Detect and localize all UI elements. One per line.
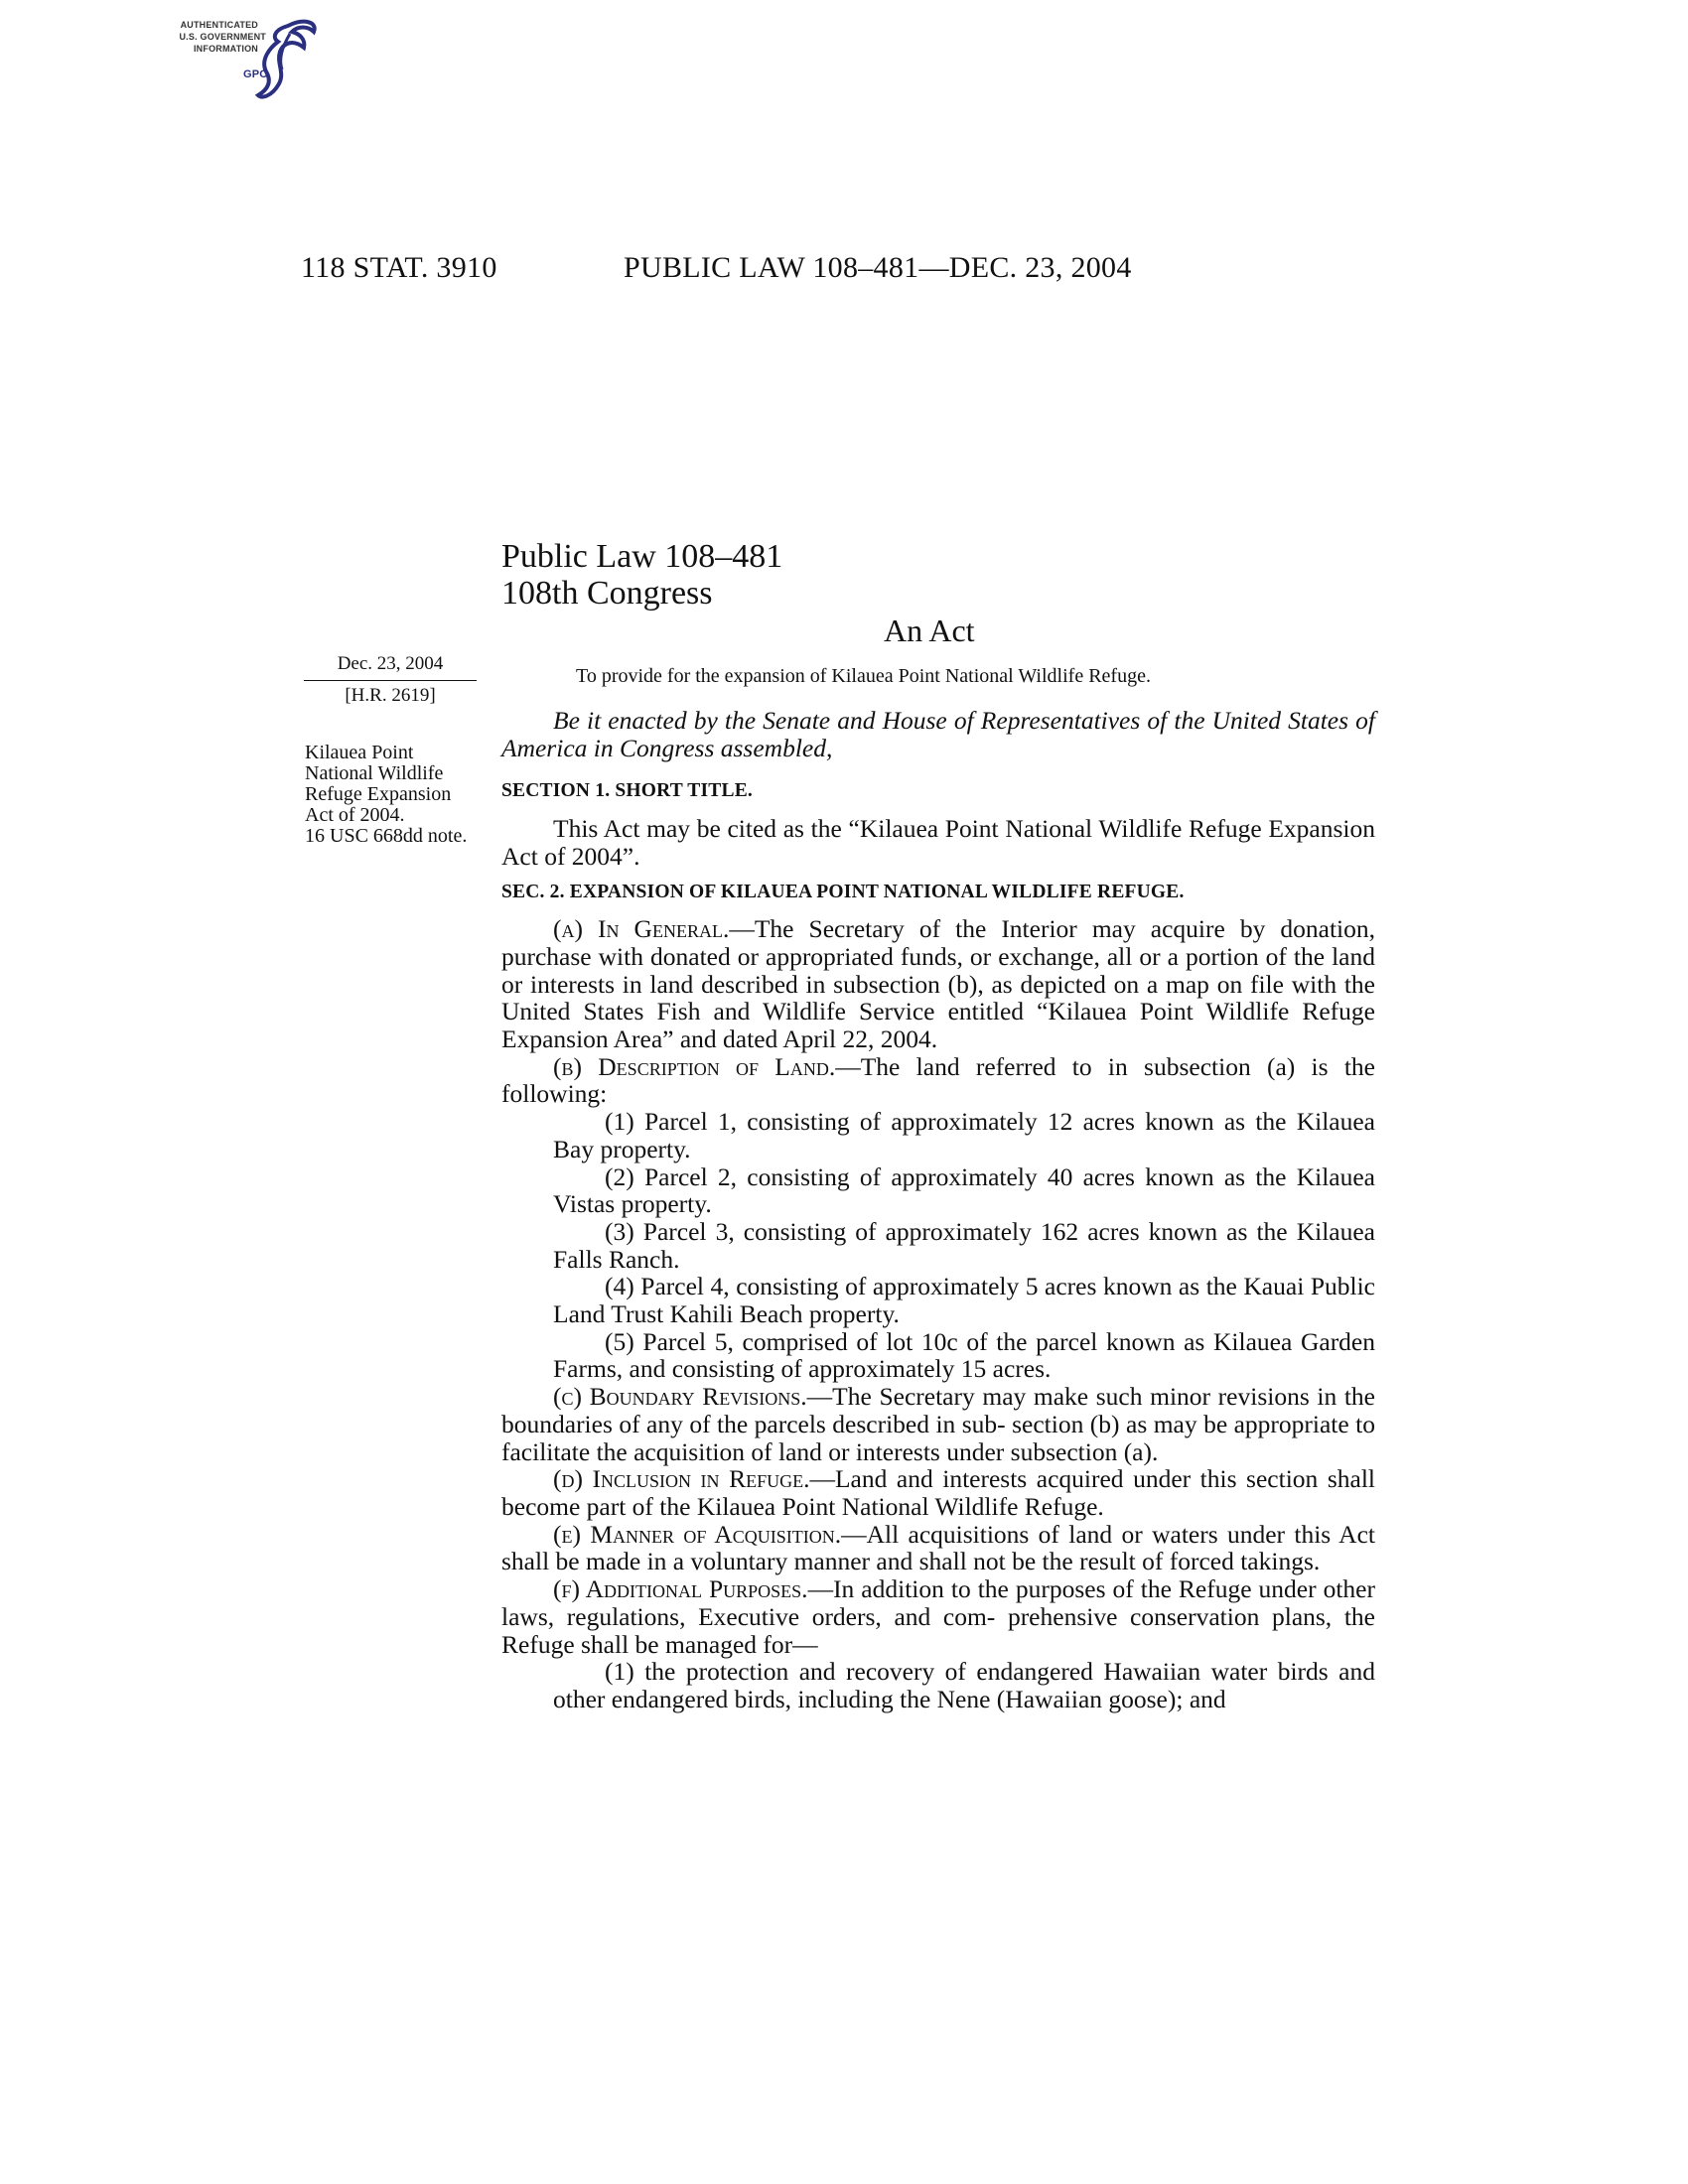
- bill-number: [H.R. 2619]: [345, 685, 436, 706]
- subsection-b-label: (b) Description of Land.: [553, 1051, 836, 1081]
- margin-note-usc: 16 USC 668dd note.: [305, 825, 468, 847]
- paragraph-item: (4) Parcel 4, consisting of approximately 5 acres known as the Kauai Public Land Trust Kahili Beach property.: [553, 1272, 1375, 1329]
- law-body: [501, 707, 1375, 1713]
- subsection-d: [501, 1465, 1375, 1520]
- paragraph-item: (3) Parcel 3, consisting of approximately 162 acres known as the Kilauea Falls Ranch.: [553, 1216, 1375, 1274]
- subsection-b-text: —The land referred to in subsection (a) is the following:: [501, 1051, 1375, 1109]
- subsection-c: [501, 1383, 1375, 1465]
- seal-text-line: U.S. GOVERNMENT: [179, 32, 266, 42]
- enactment-date: Dec. 23, 2004: [337, 653, 444, 674]
- subsection-e: [501, 1521, 1375, 1575]
- section-1-text: This Act may be cited as the “Kilauea Point National Wildlife Refuge Expansion Act of 2004”.: [501, 814, 1375, 871]
- subsection-e-text: —All acquisitions of land or waters under this Act shall be made in a voluntary manner and shall not be the result of forced takings.: [501, 1519, 1375, 1576]
- subsection-f-text: —In addition to the purposes of the Refuge under other laws, regulations, Executive orders, and com- prehensive conservation plans, the Refuge shall be managed for—: [501, 1574, 1375, 1659]
- act-purpose: To provide for the expansion of Kilauea Point National Wildlife Refuge.: [576, 665, 1151, 687]
- paragraph-item: (1) the protection and recovery of endangered Hawaiian water birds and other endangered birds, including the Nene (Hawaiian goose); and: [553, 1657, 1375, 1713]
- running-header-law: PUBLIC LAW 108–481—DEC. 23, 2004: [624, 251, 1132, 284]
- subsection-a-label: (a) In General.: [553, 914, 730, 944]
- paragraph-item: (1) Parcel 1, consisting of approximately 12 acres known as the Kilauea Bay property.: [553, 1107, 1375, 1163]
- an-act-heading: An Act: [884, 613, 975, 648]
- law-title-block: [501, 538, 782, 612]
- subsection-a-text: —The Secretary of the Interior may acquire by donation, purchase with donated or appropriated funds, or exchange, all or a portion of the land or interests in land described in subsection (b), as depicted on a map on file with the United States Fish and Wildlife Service entitled “Kilauea Point Wildlife Refuge Expansion Area” and dated April 22, 2004.: [501, 914, 1375, 1054]
- congress-number: 108th Congress: [501, 575, 713, 612]
- subsection-f-label: (f) Additional Purposes.: [553, 1574, 808, 1604]
- margin-note-short-title: Kilauea Point National Wildlife Refuge Expansion Act of 2004.: [305, 742, 452, 826]
- subsection-c-label: (c) Boundary Revisions.: [553, 1382, 807, 1412]
- subsection-c-text: —The Secretary may make such minor revisions in the boundaries of any of the parcels described in sub- section (b) as may be appropriate to facilitate the acquisition of land or interests under subsection (a).: [501, 1382, 1376, 1466]
- subsection-a: [501, 915, 1375, 1053]
- seal-text-line: INFORMATION: [193, 44, 258, 54]
- page-stat-reference: 118 STAT. 3910: [301, 251, 497, 284]
- paragraph-item: (5) Parcel 5, comprised of lot 10c of the parcel known as Kilauea Garden Farms, and consisting of approximately 15 acres.: [553, 1326, 1375, 1384]
- section-2-heading: SEC. 2. EXPANSION OF KILAUEA POINT NATIONAL WILDLIFE REFUGE.: [501, 881, 1185, 902]
- paragraph-item: (2) Parcel 2, consisting of approximately 40 acres known as the Kilauea Vistas property.: [553, 1161, 1375, 1219]
- subsection-e-label: (e) Manner of Acquisition.: [553, 1519, 842, 1549]
- sidebar-divider: [304, 680, 477, 681]
- seal-text-line: AUTHENTICATED: [180, 20, 258, 30]
- margin-notes: [305, 743, 479, 847]
- subsection-b: [501, 1053, 1375, 1108]
- eagle-seal-icon: [109, 12, 323, 101]
- subsection-f: [501, 1575, 1375, 1658]
- public-law-number: Public Law 108–481: [501, 538, 783, 575]
- seal-gpo-text: GPO: [242, 68, 268, 80]
- gpo-authentication-seal: [109, 12, 323, 101]
- subsection-d-text: —Land and interests acquired under this section shall become part of the Kilauea Point National Wildlife Refuge.: [501, 1464, 1375, 1521]
- subsection-d-label: (d) Inclusion in Refuge.: [553, 1464, 810, 1494]
- enacting-clause: Be it enacted by the Senate and House of Representatives of the United States of America in Congress assembled,: [501, 706, 1375, 762]
- section-1-heading: SECTION 1. SHORT TITLE.: [501, 780, 753, 802]
